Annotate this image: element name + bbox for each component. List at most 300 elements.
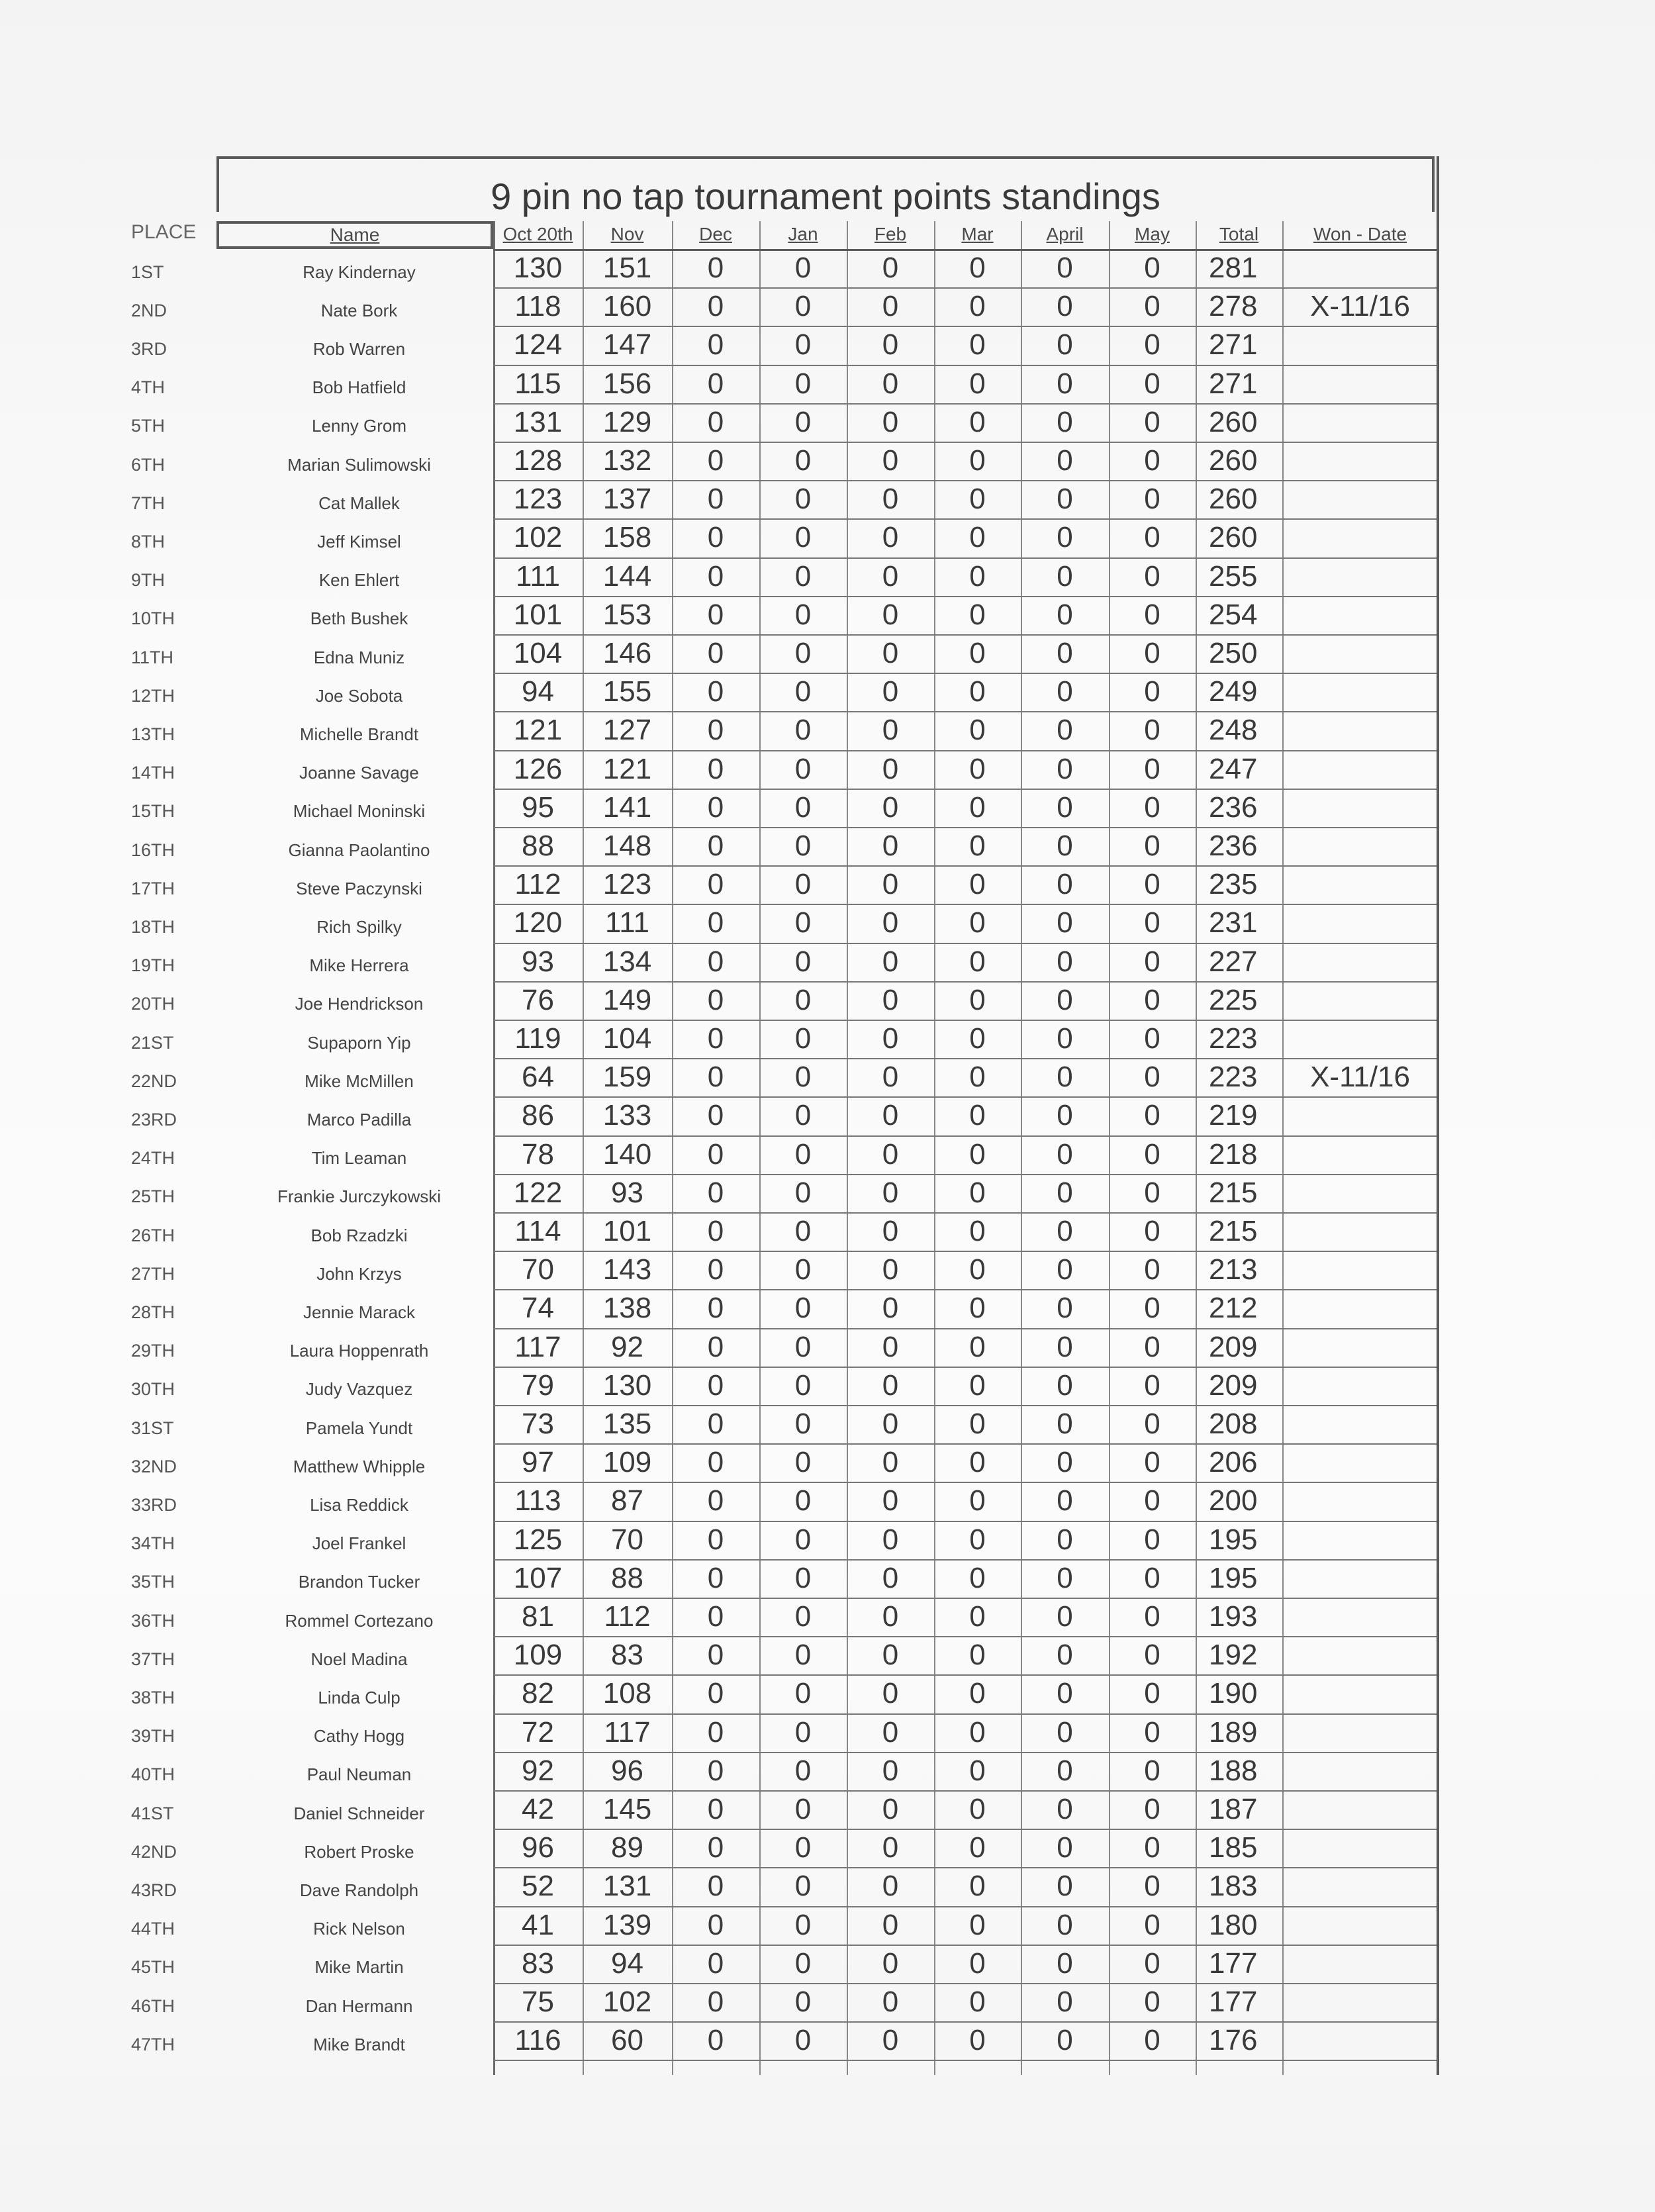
place-label: 20TH bbox=[131, 994, 175, 1014]
score-cell: 0 bbox=[1144, 791, 1160, 824]
score-cell: 0 bbox=[882, 483, 899, 516]
score-cell: 0 bbox=[1144, 290, 1160, 323]
score-cell: 96 bbox=[611, 1754, 643, 1787]
won-date-cell bbox=[1282, 1598, 1438, 1636]
score-cell: 0 bbox=[1144, 521, 1160, 554]
score-cell: 117 bbox=[604, 1715, 651, 1749]
total-cell: 215 bbox=[1209, 1215, 1258, 1247]
score-cell: 0 bbox=[794, 868, 812, 901]
player-name: Cathy Hogg bbox=[313, 1726, 405, 1747]
score-cell: 0 bbox=[969, 1176, 986, 1209]
score-cell: 102 bbox=[602, 1986, 652, 2018]
won-date-cell bbox=[1282, 596, 1438, 634]
player-name: Bob Rzadzki bbox=[310, 1225, 408, 1245]
score-cell: 0 bbox=[794, 906, 812, 939]
score-cell: 0 bbox=[882, 1831, 899, 1864]
score-cell: 0 bbox=[969, 1947, 986, 1980]
won-date-cell bbox=[1282, 711, 1438, 749]
score-cell: 0 bbox=[1144, 2024, 1160, 2057]
score-cell: 146 bbox=[602, 637, 652, 669]
score-cell: 0 bbox=[969, 521, 986, 554]
total-cell: 218 bbox=[1209, 1137, 1258, 1171]
place-label: 30TH bbox=[131, 1379, 175, 1400]
score-cell: 0 bbox=[1144, 868, 1160, 901]
score-cell: 145 bbox=[602, 1793, 652, 1825]
score-cell: 0 bbox=[1057, 675, 1073, 708]
table-right-border bbox=[1437, 156, 1439, 2075]
score-cell: 134 bbox=[602, 945, 652, 978]
player-name: Gianna Paolantino bbox=[288, 840, 430, 860]
score-cell: 0 bbox=[794, 444, 812, 477]
score-cell: 0 bbox=[882, 791, 899, 824]
total-cell: 192 bbox=[1209, 1639, 1258, 1672]
total-cell: 176 bbox=[1209, 2024, 1258, 2057]
score-cell: 0 bbox=[1144, 945, 1160, 978]
score-cell: 0 bbox=[1144, 1022, 1160, 1055]
score-cell: 130 bbox=[602, 1369, 652, 1402]
score-cell: 0 bbox=[1057, 906, 1073, 939]
score-cell: 0 bbox=[707, 714, 724, 747]
score-cell: 0 bbox=[1144, 1253, 1160, 1286]
score-cell: 0 bbox=[1057, 598, 1073, 631]
score-cell: 0 bbox=[969, 1677, 986, 1710]
score-cell: 0 bbox=[969, 637, 986, 669]
score-cell: 0 bbox=[1144, 1561, 1160, 1594]
place-label: 41ST bbox=[131, 1803, 174, 1823]
score-cell: 0 bbox=[882, 405, 899, 438]
player-name: Mike Martin bbox=[314, 1957, 404, 1978]
score-cell: 0 bbox=[1144, 714, 1160, 747]
score-cell: 52 bbox=[522, 1870, 554, 1903]
score-cell: 0 bbox=[707, 1870, 724, 1903]
score-cell: 0 bbox=[1144, 1639, 1160, 1672]
player-name: Marian Sulimowski bbox=[287, 454, 431, 475]
won-date-cell bbox=[1282, 249, 1438, 287]
total-cell: 209 bbox=[1209, 1369, 1258, 1402]
score-cell: 124 bbox=[513, 328, 563, 361]
score-cell: 0 bbox=[969, 868, 986, 901]
player-name: Noel Madina bbox=[310, 1649, 408, 1669]
player-name: Supaporn Yip bbox=[307, 1032, 411, 1053]
score-cell: 0 bbox=[794, 521, 812, 554]
won-date-cell bbox=[1282, 1020, 1438, 1058]
score-cell: 129 bbox=[602, 405, 652, 438]
score-cell: 0 bbox=[707, 1715, 724, 1749]
score-cell: 0 bbox=[969, 1484, 986, 1517]
score-cell: 92 bbox=[611, 1330, 643, 1363]
score-cell: 0 bbox=[1144, 444, 1160, 477]
score-cell: 0 bbox=[707, 752, 724, 785]
score-cell: 82 bbox=[522, 1677, 554, 1710]
player-name: Paul Neuman bbox=[307, 1764, 412, 1785]
score-cell: 0 bbox=[1057, 1986, 1073, 2018]
score-cell: 0 bbox=[707, 1600, 724, 1633]
score-cell: 156 bbox=[602, 367, 652, 400]
player-name: Lisa Reddick bbox=[310, 1494, 408, 1515]
score-cell: 0 bbox=[1144, 1870, 1160, 1903]
score-cell: 135 bbox=[602, 1408, 652, 1440]
score-cell: 0 bbox=[1144, 1330, 1160, 1363]
score-cell: 0 bbox=[1057, 1715, 1073, 1749]
column-header: May bbox=[1135, 224, 1170, 244]
score-cell: 0 bbox=[1144, 1215, 1160, 1247]
score-cell: 0 bbox=[882, 906, 899, 939]
score-cell: 0 bbox=[1057, 1600, 1073, 1633]
column-header: Mar bbox=[961, 224, 994, 244]
score-cell: 0 bbox=[1144, 637, 1160, 669]
won-date-cell bbox=[1282, 827, 1438, 865]
score-cell: 140 bbox=[602, 1137, 652, 1171]
score-cell: 0 bbox=[794, 1639, 812, 1672]
score-cell: 0 bbox=[882, 1639, 899, 1672]
row-rule bbox=[493, 2060, 1438, 2061]
score-cell: 0 bbox=[1144, 1408, 1160, 1440]
score-cell: 0 bbox=[794, 714, 812, 747]
score-cell: 0 bbox=[969, 1061, 986, 1094]
player-name: Frankie Jurczykowski bbox=[277, 1186, 442, 1207]
score-cell: 0 bbox=[794, 637, 812, 669]
total-cell: 187 bbox=[1209, 1793, 1258, 1825]
score-cell: 122 bbox=[513, 1176, 563, 1209]
score-cell: 128 bbox=[513, 444, 563, 477]
won-date-cell bbox=[1282, 634, 1438, 673]
score-cell: 159 bbox=[602, 1061, 652, 1094]
score-cell: 113 bbox=[514, 1484, 561, 1517]
score-cell: 0 bbox=[794, 1523, 812, 1556]
score-cell: 0 bbox=[1057, 1831, 1073, 1864]
score-cell: 0 bbox=[707, 1523, 724, 1556]
place-label: 29TH bbox=[131, 1341, 175, 1361]
won-date-cell bbox=[1282, 1559, 1438, 1598]
won-date-cell bbox=[1282, 1289, 1438, 1327]
score-cell: 93 bbox=[522, 945, 554, 978]
score-cell: 0 bbox=[1057, 868, 1073, 901]
score-cell: 0 bbox=[882, 945, 899, 978]
place-label: 6TH bbox=[131, 454, 166, 475]
score-cell: 118 bbox=[514, 290, 561, 323]
score-cell: 0 bbox=[794, 752, 812, 785]
score-cell: 101 bbox=[602, 1215, 652, 1247]
won-date-cell: X-11/16 bbox=[1310, 290, 1410, 323]
score-cell: 137 bbox=[602, 483, 652, 516]
score-cell: 0 bbox=[1144, 1831, 1160, 1864]
score-cell: 0 bbox=[1144, 1369, 1160, 1402]
score-cell: 0 bbox=[794, 1600, 812, 1633]
score-cell: 0 bbox=[1057, 830, 1073, 862]
score-cell: 0 bbox=[969, 1523, 986, 1556]
score-cell: 0 bbox=[707, 906, 724, 939]
score-cell: 0 bbox=[882, 1137, 899, 1171]
score-cell: 86 bbox=[522, 1099, 554, 1132]
score-cell: 0 bbox=[969, 405, 986, 438]
score-cell: 0 bbox=[707, 1677, 724, 1710]
score-cell: 0 bbox=[794, 405, 812, 438]
score-cell: 0 bbox=[707, 1369, 724, 1402]
score-cell: 0 bbox=[794, 1292, 812, 1325]
score-cell: 132 bbox=[602, 444, 652, 477]
score-cell: 70 bbox=[611, 1523, 643, 1556]
total-cell: 188 bbox=[1209, 1754, 1258, 1787]
score-cell: 0 bbox=[1144, 1677, 1160, 1710]
score-cell: 109 bbox=[513, 1639, 563, 1672]
score-cell: 0 bbox=[882, 1408, 899, 1440]
score-cell: 0 bbox=[794, 1986, 812, 2018]
place-label: 37TH bbox=[131, 1649, 175, 1669]
score-cell: 0 bbox=[794, 1446, 812, 1479]
score-cell: 0 bbox=[1144, 752, 1160, 785]
player-name: Beth Bushek bbox=[310, 608, 408, 629]
score-cell: 0 bbox=[1057, 1330, 1073, 1363]
place-label: 43RD bbox=[131, 1880, 177, 1900]
score-cell: 139 bbox=[602, 1908, 652, 1941]
score-cell: 0 bbox=[882, 1446, 899, 1479]
won-date-cell bbox=[1282, 1135, 1438, 1174]
score-cell: 0 bbox=[794, 1715, 812, 1749]
score-cell: 0 bbox=[1057, 1408, 1073, 1440]
player-name: Joe Hendrickson bbox=[295, 994, 424, 1014]
sheet-title: 9 pin no tap tournament points standings bbox=[491, 175, 1160, 217]
place-label: 31ST bbox=[131, 1418, 174, 1438]
total-cell: 183 bbox=[1209, 1870, 1258, 1903]
score-cell: 94 bbox=[522, 675, 554, 708]
score-cell: 0 bbox=[1144, 983, 1160, 1016]
score-cell: 121 bbox=[602, 752, 652, 785]
score-cell: 81 bbox=[522, 1600, 554, 1633]
score-cell: 0 bbox=[969, 1754, 986, 1787]
score-cell: 0 bbox=[707, 1061, 724, 1094]
won-date-cell bbox=[1282, 1367, 1438, 1405]
score-cell: 0 bbox=[969, 1715, 986, 1749]
won-date-cell bbox=[1282, 1906, 1438, 1945]
player-name: Daniel Schneider bbox=[293, 1803, 425, 1823]
place-label: 13TH bbox=[131, 724, 175, 744]
score-cell: 0 bbox=[1057, 1446, 1073, 1479]
score-cell: 0 bbox=[969, 559, 986, 593]
score-cell: 0 bbox=[1057, 1677, 1073, 1710]
won-date-cell bbox=[1282, 1482, 1438, 1520]
score-cell: 0 bbox=[794, 328, 812, 361]
score-cell: 0 bbox=[707, 1292, 724, 1325]
total-cell: 193 bbox=[1209, 1600, 1258, 1633]
score-cell: 0 bbox=[1057, 1137, 1073, 1171]
score-cell: 102 bbox=[513, 521, 563, 554]
score-cell: 0 bbox=[969, 983, 986, 1016]
score-cell: 0 bbox=[882, 1715, 899, 1749]
score-cell: 0 bbox=[882, 559, 899, 593]
score-cell: 0 bbox=[882, 1253, 899, 1286]
score-cell: 0 bbox=[882, 1484, 899, 1517]
score-cell: 158 bbox=[602, 521, 652, 554]
score-cell: 0 bbox=[1144, 1099, 1160, 1132]
score-cell: 0 bbox=[882, 290, 899, 323]
score-cell: 83 bbox=[611, 1639, 643, 1672]
score-cell: 0 bbox=[969, 675, 986, 708]
won-date-cell bbox=[1282, 1443, 1438, 1482]
score-cell: 117 bbox=[514, 1330, 561, 1363]
score-cell: 76 bbox=[522, 983, 554, 1016]
place-label: 32ND bbox=[131, 1456, 177, 1476]
won-date-cell bbox=[1282, 1636, 1438, 1674]
score-cell: 95 bbox=[522, 791, 554, 824]
won-date-cell bbox=[1282, 403, 1438, 442]
score-cell: 0 bbox=[969, 2024, 986, 2057]
player-name: Dave Randolph bbox=[299, 1880, 419, 1900]
score-cell: 0 bbox=[707, 483, 724, 516]
score-cell: 0 bbox=[882, 1908, 899, 1941]
score-cell: 0 bbox=[969, 1137, 986, 1171]
player-name: Linda Culp bbox=[318, 1687, 401, 1707]
score-cell: 0 bbox=[794, 1215, 812, 1247]
won-date-cell bbox=[1282, 1983, 1438, 2021]
score-cell: 0 bbox=[882, 637, 899, 669]
total-cell: 208 bbox=[1209, 1408, 1258, 1440]
score-cell: 0 bbox=[882, 868, 899, 901]
score-cell: 0 bbox=[882, 2024, 899, 2057]
score-cell: 0 bbox=[882, 752, 899, 785]
score-cell: 41 bbox=[522, 1908, 554, 1941]
score-cell: 0 bbox=[1057, 983, 1073, 1016]
score-cell: 0 bbox=[707, 1754, 724, 1787]
score-cell: 107 bbox=[513, 1561, 563, 1594]
place-label: 19TH bbox=[131, 955, 175, 976]
column-header: Oct 20th bbox=[502, 224, 573, 244]
score-cell: 42 bbox=[522, 1793, 554, 1825]
score-cell: 88 bbox=[611, 1561, 643, 1594]
score-cell: 0 bbox=[1057, 1639, 1073, 1672]
player-name: Edna Muniz bbox=[313, 647, 405, 667]
score-cell: 0 bbox=[707, 2024, 724, 2057]
score-cell: 0 bbox=[969, 1215, 986, 1247]
place-label: 15TH bbox=[131, 801, 175, 822]
won-date-cell bbox=[1282, 1174, 1438, 1212]
total-cell: 281 bbox=[1209, 252, 1258, 284]
score-cell: 0 bbox=[882, 1099, 899, 1132]
player-name: Steve Paczynski bbox=[296, 878, 422, 898]
score-cell: 0 bbox=[794, 1908, 812, 1941]
score-cell: 0 bbox=[1057, 1369, 1073, 1402]
place-label: 35TH bbox=[131, 1572, 175, 1592]
player-name: Michael Moninski bbox=[293, 801, 426, 822]
score-cell: 0 bbox=[969, 367, 986, 400]
score-cell: 0 bbox=[1057, 559, 1073, 593]
score-cell: 112 bbox=[604, 1600, 651, 1633]
score-cell: 125 bbox=[513, 1523, 563, 1556]
score-cell: 0 bbox=[1144, 1061, 1160, 1094]
score-cell: 74 bbox=[522, 1292, 554, 1325]
score-cell: 0 bbox=[882, 714, 899, 747]
score-cell: 0 bbox=[1057, 752, 1073, 785]
score-cell: 0 bbox=[794, 830, 812, 862]
score-cell: 131 bbox=[513, 405, 563, 438]
total-cell: 212 bbox=[1209, 1292, 1258, 1325]
score-cell: 0 bbox=[794, 1176, 812, 1209]
score-cell: 0 bbox=[1057, 1292, 1073, 1325]
score-cell: 123 bbox=[602, 868, 652, 901]
place-label: 12TH bbox=[131, 685, 175, 706]
score-cell: 108 bbox=[602, 1677, 652, 1710]
won-date-cell bbox=[1282, 1867, 1438, 1905]
score-cell: 87 bbox=[611, 1484, 643, 1517]
score-cell: 0 bbox=[882, 1369, 899, 1402]
player-name: Mike McMillen bbox=[305, 1071, 414, 1091]
column-header: Total bbox=[1219, 224, 1259, 244]
won-date-cell bbox=[1282, 904, 1438, 942]
score-cell: 0 bbox=[882, 1176, 899, 1209]
score-cell: 0 bbox=[707, 637, 724, 669]
score-cell: 0 bbox=[1057, 1908, 1073, 1941]
score-cell: 0 bbox=[1144, 405, 1160, 438]
score-cell: 0 bbox=[1057, 405, 1073, 438]
column-header: Nov bbox=[610, 224, 644, 244]
score-cell: 0 bbox=[1144, 675, 1160, 708]
score-cell: 121 bbox=[513, 714, 563, 747]
score-cell: 0 bbox=[882, 1677, 899, 1710]
score-cell: 0 bbox=[1144, 1484, 1160, 1517]
score-cell: 78 bbox=[522, 1137, 554, 1171]
total-cell: 195 bbox=[1209, 1523, 1258, 1556]
total-cell: 223 bbox=[1209, 1022, 1258, 1055]
total-cell: 271 bbox=[1209, 367, 1258, 400]
total-cell: 223 bbox=[1209, 1061, 1258, 1094]
place-label: 8TH bbox=[131, 531, 166, 552]
score-cell: 0 bbox=[707, 1137, 724, 1171]
total-cell: 255 bbox=[1209, 559, 1258, 593]
player-name: Rommel Cortezano bbox=[285, 1610, 434, 1631]
place-label: 36TH bbox=[131, 1610, 175, 1631]
score-cell: 0 bbox=[882, 1754, 899, 1787]
score-cell: 114 bbox=[514, 1215, 561, 1247]
player-name: Joel Frankel bbox=[312, 1533, 406, 1554]
score-cell: 0 bbox=[1057, 1870, 1073, 1903]
place-label: 3RD bbox=[131, 338, 167, 359]
player-name: Mike Brandt bbox=[313, 2034, 405, 2054]
won-date-cell bbox=[1282, 943, 1438, 981]
score-cell: 0 bbox=[707, 1022, 724, 1055]
score-cell: 0 bbox=[794, 290, 812, 323]
won-date-cell bbox=[1282, 442, 1438, 480]
score-cell: 0 bbox=[707, 328, 724, 361]
score-cell: 120 bbox=[513, 906, 563, 939]
place-label: 39TH bbox=[131, 1726, 175, 1747]
score-cell: 0 bbox=[707, 252, 724, 284]
score-cell: 0 bbox=[969, 444, 986, 477]
place-label: 18TH bbox=[131, 916, 175, 937]
score-cell: 72 bbox=[522, 1715, 554, 1749]
total-cell: 260 bbox=[1209, 405, 1258, 438]
total-cell: 213 bbox=[1209, 1253, 1258, 1286]
score-cell: 138 bbox=[602, 1292, 652, 1325]
total-cell: 260 bbox=[1209, 444, 1258, 477]
won-date-cell bbox=[1282, 1212, 1438, 1251]
column-header: Jan bbox=[788, 224, 818, 244]
score-cell: 0 bbox=[1057, 1523, 1073, 1556]
score-cell: 119 bbox=[514, 1022, 561, 1055]
column-header: Won - Date bbox=[1313, 224, 1407, 244]
player-name: Ken Ehlert bbox=[318, 570, 400, 591]
score-cell: 0 bbox=[707, 1947, 724, 1980]
place-label: 47TH bbox=[131, 2034, 175, 2054]
score-cell: 0 bbox=[1144, 483, 1160, 516]
score-cell: 0 bbox=[794, 483, 812, 516]
score-cell: 0 bbox=[707, 1831, 724, 1864]
total-cell: 278 bbox=[1209, 290, 1258, 323]
score-cell: 0 bbox=[882, 1215, 899, 1247]
score-cell: 93 bbox=[611, 1176, 643, 1209]
player-name: Laura Hoppenrath bbox=[289, 1341, 429, 1361]
score-cell: 155 bbox=[602, 675, 652, 708]
total-cell: 260 bbox=[1209, 483, 1258, 516]
score-cell: 104 bbox=[513, 637, 563, 669]
